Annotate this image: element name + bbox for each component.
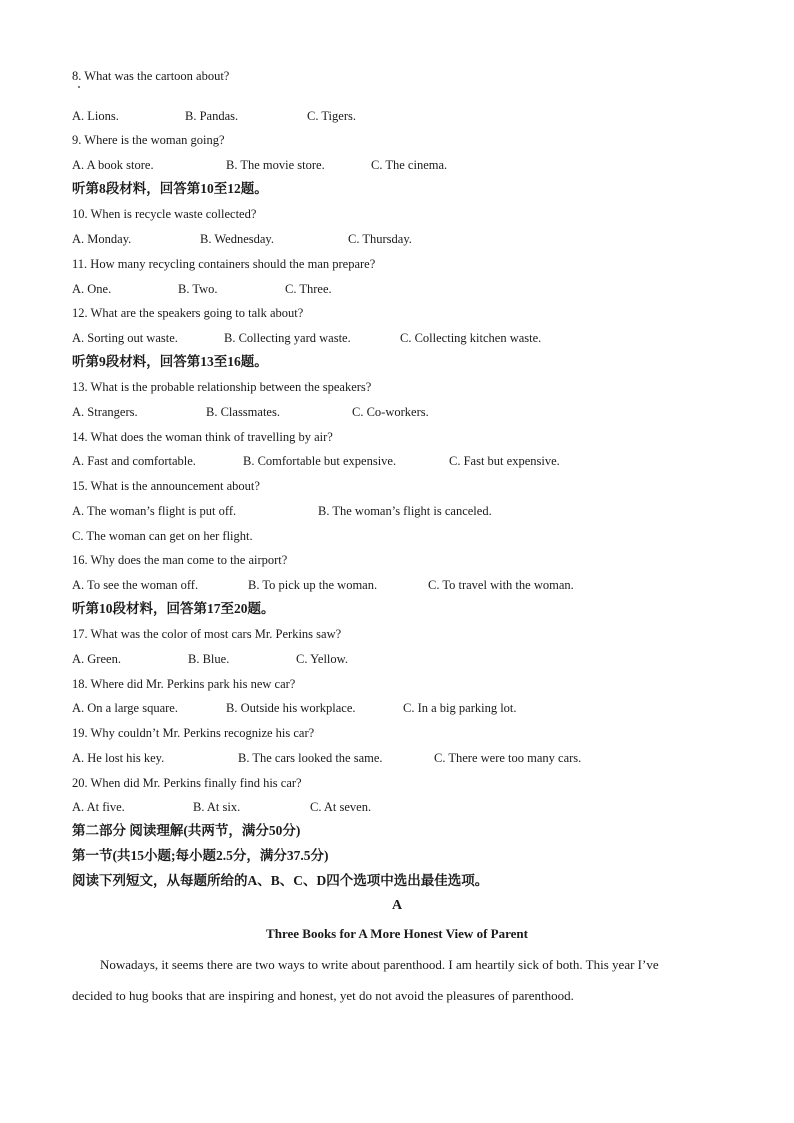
answer-option: C. The cinema. [371, 158, 448, 172]
section-heading: 阅读下列短文，从每题所给的A、B、C、D四个选项中选出最佳选项。 [72, 873, 489, 888]
question-text: 17. What was the color of most cars Mr. Perkins saw? [72, 627, 342, 641]
passage-line-1: Nowadays, it seems there are two ways to write about parenthood. I am heartily sick of both. This year I’ve [100, 957, 659, 972]
answer-option: A. Strangers. [72, 405, 138, 419]
answer-option: C. Yellow. [296, 652, 348, 666]
answer-option: C. Three. [285, 282, 332, 296]
answer-option: B. Wednesday. [200, 232, 274, 246]
passage-label: A [391, 898, 403, 913]
question-text: 12. What are the speakers going to talk about? [72, 306, 304, 320]
section-heading: 听第9段材料，回答第13至16题。 [72, 354, 268, 369]
answer-option: B. Blue. [188, 652, 230, 666]
answer-option: C. Tigers. [307, 109, 356, 123]
answer-option: B. Pandas. [185, 109, 239, 123]
answer-option: C. There were too many cars. [434, 751, 582, 765]
question-text: 20. When did Mr. Perkins finally find his car? [72, 776, 302, 790]
answer-option: C. In a big parking lot. [403, 701, 517, 715]
answer-option: B. Collecting yard waste. [224, 331, 351, 345]
answer-option: B. Two. [178, 282, 218, 296]
answer-option: B. Outside his workplace. [226, 701, 356, 715]
question-text: 8. What was the cartoon about? [72, 69, 230, 83]
question-text: 10. When is recycle waste collected? [72, 207, 257, 221]
answer-option: A. Green. [72, 652, 121, 666]
question-text: C. The woman can get on her flight. [72, 529, 253, 543]
question-text: 14. What does the woman think of travelling by air? [72, 430, 333, 444]
question-text: 15. What is the announcement about? [72, 479, 260, 493]
question-text: 16. Why does the man come to the airport? [72, 553, 288, 567]
answer-option: A. A book store. [72, 158, 154, 172]
answer-option: A. On a large square. [72, 701, 178, 715]
answer-option: B. Classmates. [206, 405, 280, 419]
answer-option: C. Fast but expensive. [449, 454, 560, 468]
answer-option: A. Lions. [72, 109, 119, 123]
answer-option: A. He lost his key. [72, 751, 165, 765]
answer-option: C. To travel with the woman. [428, 578, 574, 592]
section-heading: 听第10段材料，回答第17至20题。 [72, 601, 275, 616]
answer-option: B. Comfortable but expensive. [243, 454, 397, 468]
section-heading: 第一节(共15小题;每小题2.5分，满分37.5分) [72, 848, 329, 863]
answer-option: A. Monday. [72, 232, 132, 246]
answer-option: A. To see the woman off. [72, 578, 199, 592]
question-text: 9. Where is the woman going? [72, 133, 225, 147]
answer-option: C. At seven. [310, 800, 372, 814]
answer-option: B. At six. [193, 800, 241, 814]
section-heading: 第二部分 阅读理解(共两节，满分50分) [72, 823, 301, 838]
question-text: 13. What is the probable relationship between the speakers? [72, 380, 372, 394]
question-text: 11. How many recycling containers should the man prepare? [72, 257, 376, 271]
answer-option: C. Co-workers. [352, 405, 429, 419]
question-text: 19. Why couldn’t Mr. Perkins recognize his car? [72, 726, 315, 740]
passage-line-2: decided to hug books that are inspiring and honest, yet do not avoid the pleasures of parenthood. [72, 988, 574, 1003]
answer-option: C. Collecting kitchen waste. [400, 331, 542, 345]
answer-option: C. Thursday. [348, 232, 412, 246]
question-text: 18. Where did Mr. Perkins park his new car? [72, 677, 296, 691]
answer-option: B. To pick up the woman. [248, 578, 378, 592]
answer-option: B. The woman’s flight is canceled. [318, 504, 492, 518]
passage-title: Three Books for A More Honest View of Parent [266, 926, 528, 941]
answer-option: A. Fast and comfortable. [72, 454, 196, 468]
answer-option: B. The movie store. [226, 158, 325, 172]
answer-option: A. The woman’s flight is put off. [72, 504, 237, 518]
stray-dot [78, 86, 80, 88]
answer-option: A. One. [72, 282, 112, 296]
answer-option: A. At five. [72, 800, 125, 814]
answer-option: A. Sorting out waste. [72, 331, 178, 345]
section-heading: 听第8段材料，回答第10至12题。 [72, 181, 268, 196]
answer-option: B. The cars looked the same. [238, 751, 383, 765]
